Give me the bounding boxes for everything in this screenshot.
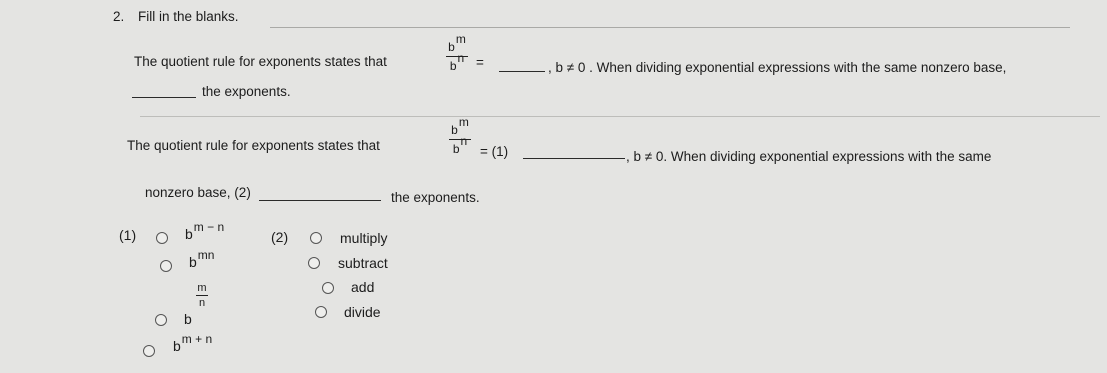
statement2-line2-prefix: nonzero base, (2) <box>145 185 251 200</box>
option1-radio-c[interactable] <box>155 314 167 326</box>
fraction-numerator: $b^m$ <box>451 115 469 137</box>
question-number: 2. <box>113 9 125 24</box>
statement2-blank-1[interactable] <box>523 158 625 159</box>
option2-label-divide: divide <box>344 304 381 320</box>
option2-label-multiply: multiply <box>340 230 388 246</box>
fraction-denominator: $b^n$ <box>449 51 465 73</box>
options2-label: (2) <box>271 229 289 245</box>
option2-radio-add[interactable] <box>322 282 334 294</box>
option1-radio-d[interactable] <box>143 345 155 357</box>
statement1-equals: = <box>476 55 484 70</box>
option1-label-d: $b^{m + n}$ <box>173 332 213 354</box>
option1-label-c-base: b <box>184 311 192 327</box>
divider-middle <box>140 116 1100 117</box>
statement1-line2: the exponents. <box>202 84 291 99</box>
statement2-equals-marker: = (1) <box>480 144 509 159</box>
option1-radio-b[interactable] <box>160 260 172 272</box>
fraction-bar <box>446 56 468 57</box>
statement1-blank-2[interactable] <box>132 97 196 98</box>
option2-label-add: add <box>351 279 375 295</box>
option2-radio-divide[interactable] <box>315 306 327 318</box>
option2-label-subtract: subtract <box>338 255 388 271</box>
option1-label-b: $b^{mn}$ <box>189 248 215 270</box>
statement1-prefix: The quotient rule for exponents states that <box>134 54 387 69</box>
statement2-blank-2[interactable] <box>259 200 381 201</box>
option2-radio-subtract[interactable] <box>308 257 320 269</box>
option2-radio-multiply[interactable] <box>310 232 322 244</box>
statement2-fraction <box>449 115 471 156</box>
fraction-numerator: $b^m$ <box>448 32 466 54</box>
statement1-blank-1[interactable] <box>499 71 545 72</box>
statement1-after-blank: , b ≠ 0 . When dividing exponential expressions with the same nonzero base, <box>548 60 1007 75</box>
statement1-fraction <box>446 32 468 73</box>
option1-label-a: $b^{m - n}$ <box>185 220 225 242</box>
statement2-after-blank: , b ≠ 0. When dividing exponential expressions with the same <box>626 149 992 164</box>
divider-top <box>270 27 1070 28</box>
question-title: Fill in the blanks. <box>138 9 239 24</box>
statement2-line2-suffix: the exponents. <box>391 190 480 205</box>
options1-label: (1) <box>119 227 137 243</box>
fraction-bar <box>449 139 471 140</box>
fraction-denominator: $b^n$ <box>452 134 468 156</box>
option1-label-c-exponent: m n <box>197 282 207 309</box>
option1-radio-a[interactable] <box>156 232 168 244</box>
statement2-prefix: The quotient rule for exponents states that <box>127 138 380 153</box>
